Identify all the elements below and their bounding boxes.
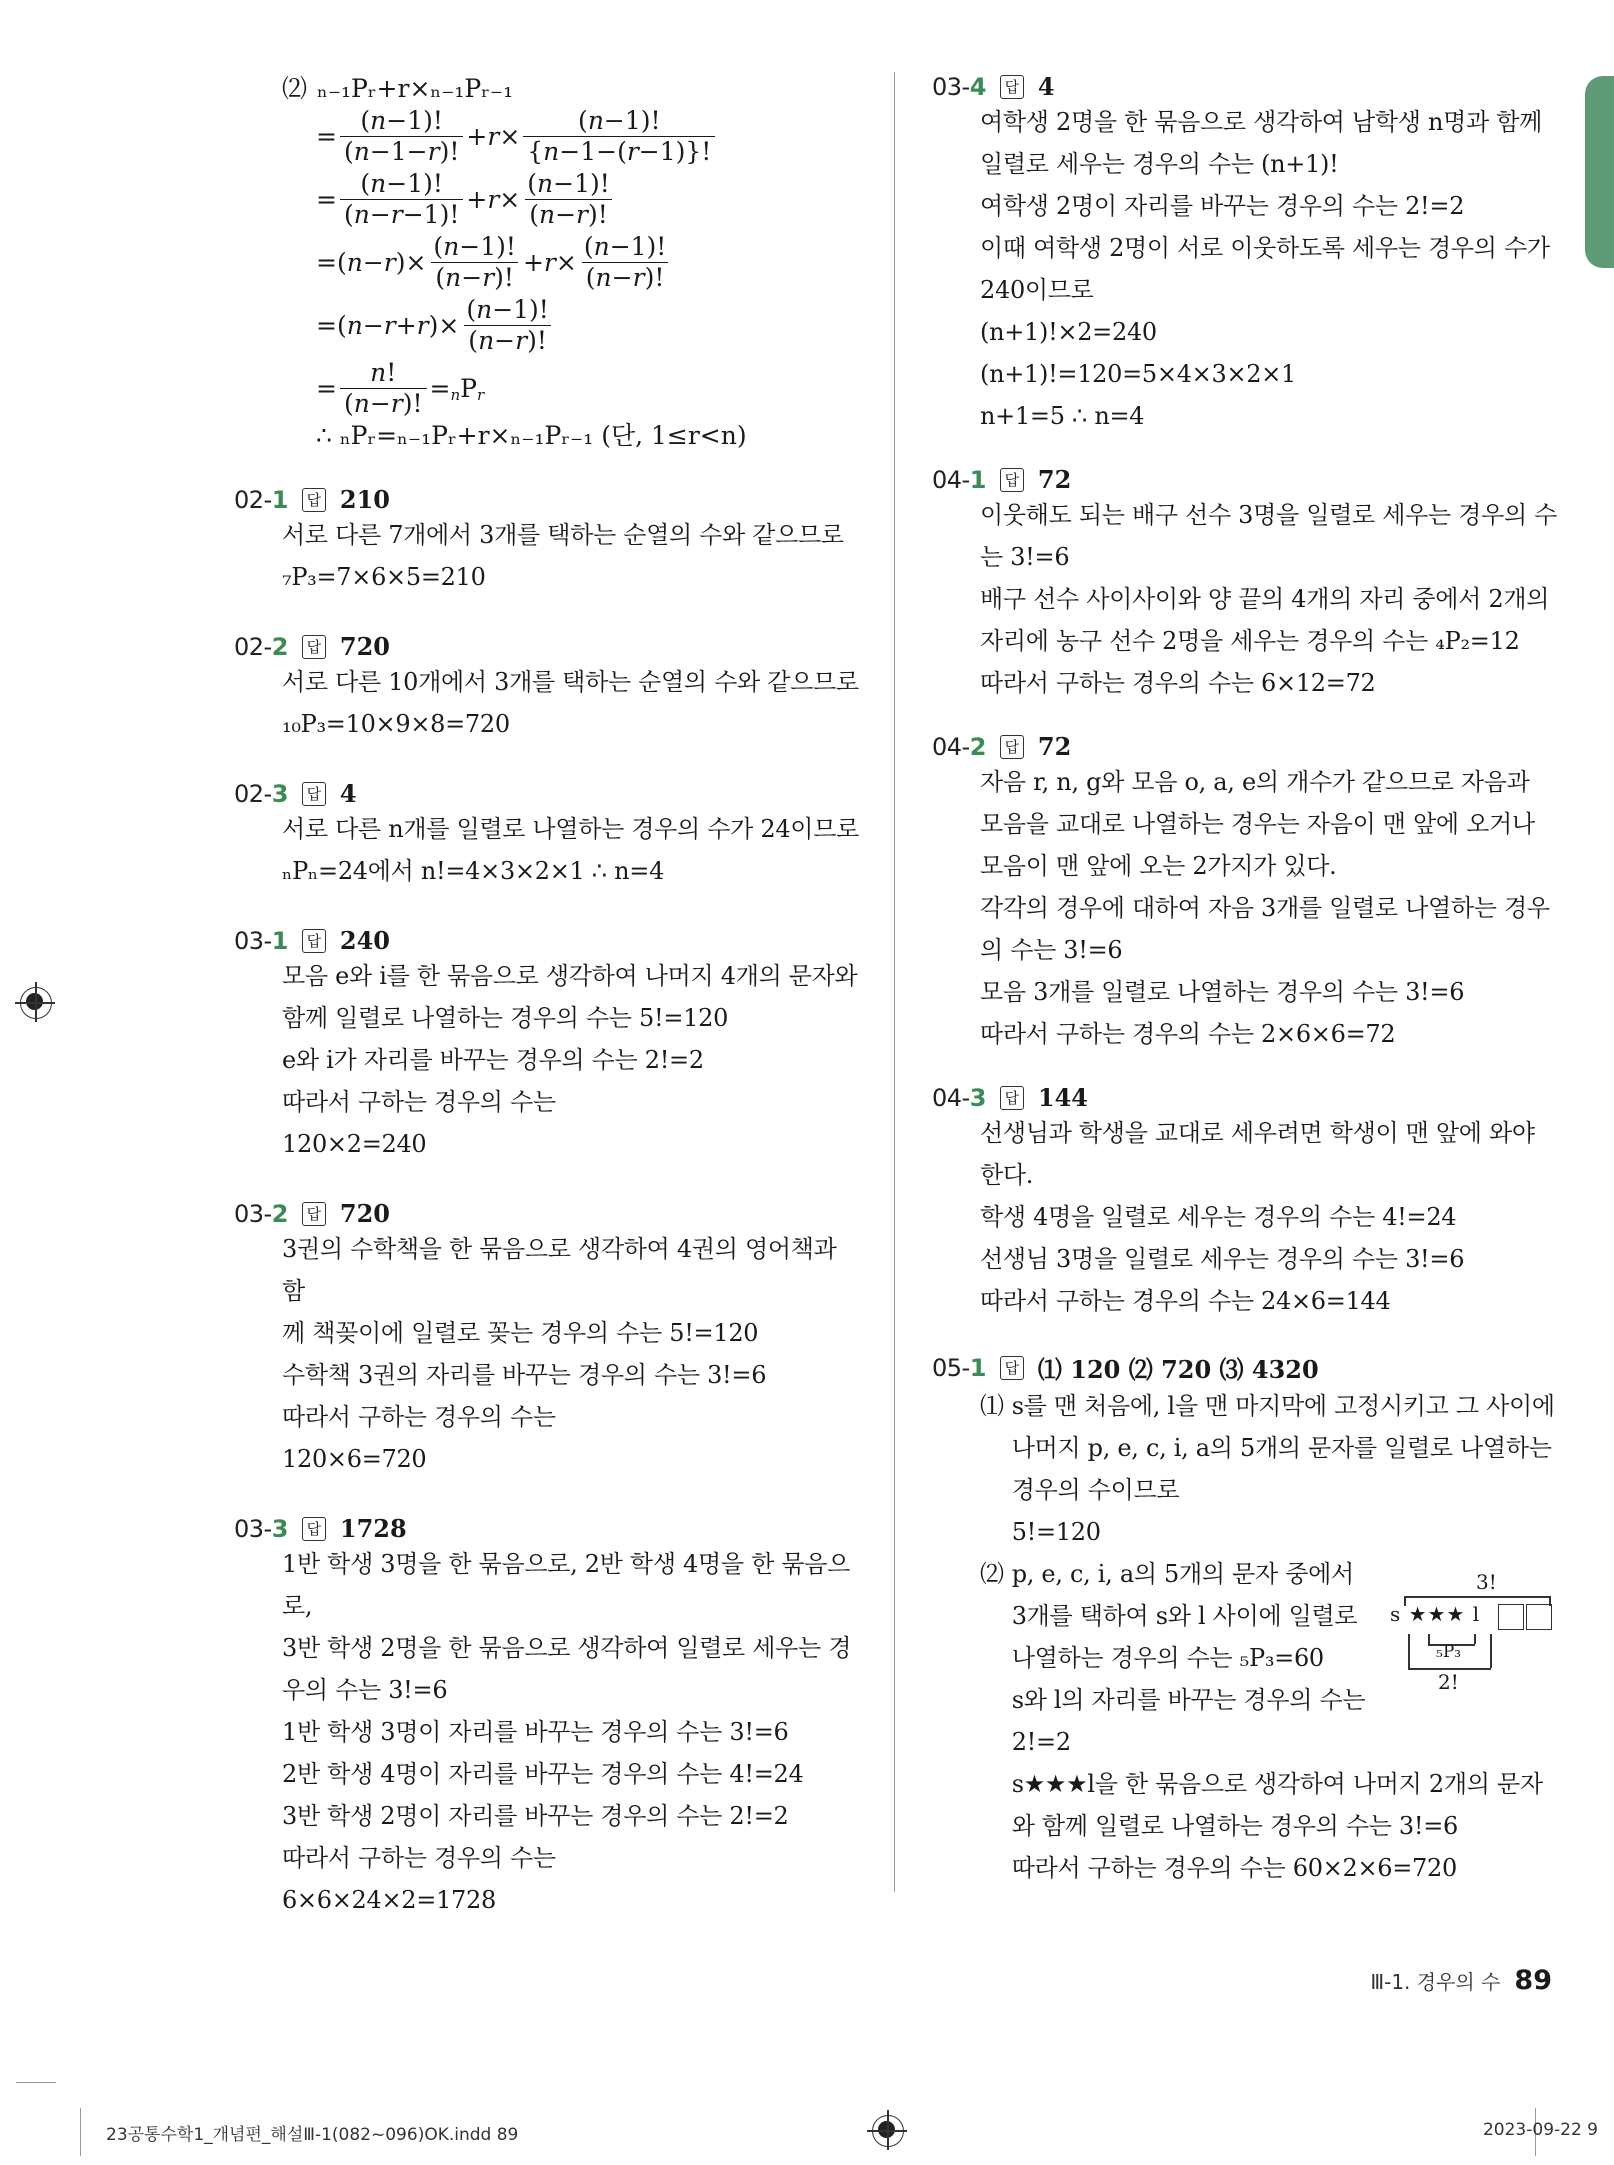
- text-line: 자리에 농구 선수 2명을 세우는 경우의 수는 ₄P₂=12: [980, 627, 1520, 655]
- file-info: 23공통수학1_개념편_해설Ⅲ-1(082~096)OK.indd 89: [106, 2125, 519, 2145]
- problem-02-3: [234, 779, 864, 892]
- diagram-top-label: 3!: [1476, 1570, 1497, 1594]
- problem-04-2: [932, 732, 1560, 1055]
- slot-box: [1526, 1604, 1552, 1630]
- math-row-4: =( n − r )× $\frac{(n-1)!}{(n-r)!}$ + r × $\frac{(n-1)!}{(n-r)!}$: [316, 232, 864, 293]
- bracket-line: [1404, 1596, 1549, 1598]
- text-line: 2!=2: [1011, 1728, 1071, 1756]
- problem-body: [282, 1543, 864, 1921]
- math-row-1: [282, 74, 864, 104]
- text-line: 이웃해도 되는 배구 선수 3명을 일렬로 세우는 경우의 수: [980, 501, 1558, 529]
- answer-icon: 답: [1000, 468, 1024, 492]
- text-line: s와 l의 자리를 바꾸는 경우의 수는: [1011, 1686, 1366, 1714]
- page-number: 89: [1514, 1965, 1552, 1996]
- answer-icon: 답: [1000, 735, 1024, 759]
- page-footer: [1370, 1965, 1552, 1996]
- problem-header: [234, 632, 864, 661]
- answer-icon: 답: [1000, 75, 1024, 99]
- answer-value: 72: [1037, 732, 1072, 761]
- problem-03-4: [932, 72, 1560, 437]
- text-line: 모음 3개를 일렬로 나열하는 경우의 수는 3!=6: [980, 978, 1465, 1006]
- diagram-sequence: s ★★★ l: [1390, 1602, 1481, 1626]
- slot-box: [1498, 1604, 1524, 1630]
- answer-value: 240: [339, 926, 391, 955]
- text-line: 240이므로: [980, 276, 1094, 304]
- text-line: 는 3!=6: [980, 543, 1070, 571]
- problem-number: 04-3: [932, 1083, 986, 1112]
- problem-04-3: [932, 1083, 1560, 1322]
- text-line: 수학책 3권의 자리를 바꾸는 경우의 수는 3!=6: [282, 1361, 767, 1389]
- text-line: 따라서 구하는 경우의 수는 6×12=72: [980, 669, 1376, 697]
- problem-header: [932, 1083, 1560, 1112]
- text-line: 나머지 p, e, c, i, a의 5개의 문자를 일렬로 나열하는: [1011, 1434, 1552, 1462]
- text-line: 3권의 수학책을 한 묶음으로 생각하여 4권의 영어책과 함: [282, 1235, 837, 1305]
- text-line: (n+1)!=120=5×4×3×2×1: [980, 360, 1297, 388]
- part-label: ⑴: [980, 1392, 1004, 1420]
- answer-value: 720: [339, 1199, 391, 1228]
- chapter-tab: [1585, 76, 1614, 268]
- answer-icon: 답: [302, 1517, 326, 1541]
- answer-value: 144: [1037, 1083, 1089, 1112]
- problem-04-1: [932, 465, 1560, 704]
- math-conclusion: ∴ ₙPᵣ=ₙ₋₁Pᵣ+r×ₙ₋₁Pᵣ₋₁ (단, 1≤r<n): [316, 421, 747, 450]
- text-line: 여학생 2명이 자리를 바꾸는 경우의 수는 2!=2: [980, 192, 1465, 220]
- section-title: Ⅲ-1. 경우의 수: [1370, 1970, 1501, 1994]
- problem-number: 03-1: [234, 926, 288, 955]
- text-line: 우의 수는 3!=6: [282, 1676, 448, 1704]
- problem-header: [932, 732, 1560, 761]
- diagram-bottom-label: 2!: [1438, 1670, 1459, 1694]
- math-row-3: = $\frac{(n-1)!}{(n-r-1)!}$ + r × $\frac{(n-1)!}{(n-r)!}$: [316, 169, 864, 230]
- text-line: 선생님 3명을 일렬로 세우는 경우의 수는 3!=6: [980, 1245, 1465, 1273]
- problem-body: [980, 101, 1560, 437]
- problem-number: 03-3: [234, 1514, 288, 1543]
- text-line: 께 책꽂이에 일렬로 꽂는 경우의 수는 5!=120: [282, 1319, 759, 1347]
- problem-body: [282, 808, 864, 892]
- crop-mark: [16, 2082, 56, 2083]
- column-divider: [894, 72, 895, 1892]
- bracket-line: [1408, 1634, 1410, 1668]
- problem-body: [980, 1112, 1560, 1322]
- text-line: 서로 다른 n개를 일렬로 나열하는 경우의 수가 24이므로: [282, 815, 859, 843]
- problem-03-3: [234, 1514, 864, 1921]
- math-row-2: = $\frac{(n-1)!}{(n-1-r)!}$ + r × $\frac{(n-1)!}{\{n-1-(r-1)\}!}$: [316, 106, 864, 167]
- text-line: s를 맨 처음에, l을 맨 마지막에 고정시키고 그 사이에: [1011, 1392, 1555, 1420]
- text-line: 6×6×24×2=1728: [282, 1886, 496, 1914]
- text-line: 일렬로 세우는 경우의 수는 (n+1)!: [980, 150, 1339, 178]
- answer-icon: 답: [302, 782, 326, 806]
- text-line: 3반 학생 2명이 자리를 바꾸는 경우의 수는 2!=2: [282, 1802, 789, 1830]
- problem-body: [282, 1228, 864, 1480]
- print-date: 2023-09-22 9: [1482, 2120, 1598, 2140]
- text-line: 의 수는 3!=6: [980, 936, 1123, 964]
- problem-body: [980, 494, 1560, 704]
- text-line: 모음을 교대로 나열하는 경우는 자음이 맨 앞에 오거나: [980, 810, 1535, 838]
- problem-body: [282, 955, 864, 1165]
- problem-body: [980, 761, 1560, 1055]
- problem-header: [234, 1514, 864, 1543]
- text-line: 이때 여학생 2명이 서로 이웃하도록 세우는 경우의 수가: [980, 234, 1550, 262]
- problem-header: [234, 485, 864, 514]
- problem-03-1: [234, 926, 864, 1165]
- problem-number: 04-2: [932, 732, 986, 761]
- answer-value: 4: [1037, 72, 1055, 101]
- text-line: 배구 선수 사이사이와 양 끝의 4개의 자리 중에서 2개의: [980, 585, 1550, 613]
- text-line: 따라서 구하는 경우의 수는: [282, 1088, 556, 1116]
- text-line: 120×2=240: [282, 1130, 427, 1158]
- part-label: ⑵: [980, 1560, 1004, 1588]
- problem-number: 02-3: [234, 779, 288, 808]
- text-line: 1반 학생 3명을 한 묶음으로, 2반 학생 4명을 한 묶음으로,: [282, 1550, 850, 1620]
- problem-number: 03-4: [932, 72, 986, 101]
- part-label: ⑵: [282, 74, 308, 103]
- problem-header: [932, 1350, 1560, 1385]
- answer-value: 210: [339, 485, 391, 514]
- text-line: (n+1)!×2=240: [980, 318, 1157, 346]
- text-line: 여학생 2명을 한 묶음으로 생각하여 남학생 n명과 함께: [980, 108, 1542, 136]
- answer-value: 720: [339, 632, 391, 661]
- problem-body: [282, 661, 864, 745]
- text-line: 자음 r, n, g와 모음 o, a, e의 개수가 같으므로 자음과: [980, 768, 1530, 796]
- text-line: 3반 학생 2명을 한 묶음으로 생각하여 일렬로 세우는 경: [282, 1634, 852, 1662]
- answer-icon: 답: [1000, 1086, 1024, 1110]
- problem-header: [932, 465, 1560, 494]
- answer-value: ⑴ 120 ⑵ 720 ⑶ 4320: [1037, 1355, 1319, 1384]
- bracket-line: [1490, 1634, 1492, 1668]
- text-line: 따라서 구하는 경우의 수는 60×2×6=720: [1011, 1854, 1457, 1882]
- text-line: 함께 일렬로 나열하는 경우의 수는 5!=120: [282, 1004, 729, 1032]
- text-line: s★★★l을 한 묶음으로 생각하여 나머지 2개의 문자: [1011, 1770, 1543, 1798]
- text-line: 1반 학생 3명이 자리를 바꾸는 경우의 수는 3!=6: [282, 1718, 789, 1746]
- text-line: 학생 4명을 일렬로 세우는 경우의 수는 4!=24: [980, 1203, 1457, 1231]
- problem-header: [932, 72, 1560, 101]
- problem-02-2: [234, 632, 864, 745]
- answer-value: 1728: [339, 1514, 407, 1543]
- text-line: 와 함께 일렬로 나열하는 경우의 수는 3!=6: [1011, 1812, 1459, 1840]
- problem-header: [234, 1199, 864, 1228]
- text-line: p, e, c, i, a의 5개의 문자 중에서: [1011, 1560, 1354, 1588]
- arrangement-diagram: [1390, 1572, 1560, 1702]
- text-line: 모음 e와 i를 한 묶음으로 생각하여 나머지 4개의 문자와: [282, 962, 858, 990]
- text-line: ₙPₙ=24에서 n!=4×3×2×1 ∴ n=4: [282, 857, 665, 885]
- text-line: 모음이 맨 앞에 오는 2가지가 있다.: [980, 852, 1337, 880]
- text-line: ₁₀P₃=10×9×8=720: [282, 710, 510, 738]
- problem-header: [234, 779, 864, 808]
- text-line: 한다.: [980, 1161, 1034, 1189]
- text-line: 따라서 구하는 경우의 수는 24×6=144: [980, 1287, 1391, 1315]
- answer-icon: 답: [302, 1202, 326, 1226]
- problem-03-2: [234, 1199, 864, 1480]
- problem-02-1: [234, 485, 864, 598]
- problem-number: 02-1: [234, 485, 288, 514]
- problem-body: [282, 514, 864, 598]
- text-line: 3개를 택하여 s와 l 사이에 일렬로: [1011, 1602, 1358, 1630]
- math-row-6: = $\frac{n!}{(n-r)!}$ = n P r: [316, 358, 485, 418]
- problem-number: 03-2: [234, 1199, 288, 1228]
- text-line: 나열하는 경우의 수는 ₅P₃=60: [1011, 1644, 1324, 1672]
- answer-value: 4: [339, 779, 357, 808]
- text-line: 120×6=720: [282, 1445, 427, 1473]
- left-column: [234, 72, 864, 1921]
- answer-icon: 답: [302, 488, 326, 512]
- text-line: 경우의 수이므로: [1011, 1476, 1180, 1504]
- registration-mark-icon: [872, 2115, 904, 2147]
- text-line: e와 i가 자리를 바꾸는 경우의 수는 2!=2: [282, 1046, 704, 1074]
- text-line: 서로 다른 7개에서 3개를 택하는 순열의 수와 같으므로: [282, 521, 844, 549]
- text-line: 따라서 구하는 경우의 수는: [282, 1844, 556, 1872]
- text-line: n+1=5 ∴ n=4: [980, 402, 1145, 430]
- text-line: ₇P₃=7×6×5=210: [282, 563, 486, 591]
- bracket-line: [1428, 1634, 1430, 1644]
- registration-mark-icon: [20, 987, 52, 1019]
- text-line: 각각의 경우에 대하여 자음 3개를 일렬로 나열하는 경우: [980, 894, 1550, 922]
- problem-number: 04-1: [932, 465, 986, 494]
- text-line: 서로 다른 10개에서 3개를 택하는 순열의 수와 같으므로: [282, 668, 859, 696]
- problem-header: [234, 926, 864, 955]
- diagram-mid-label: ₅P₃: [1436, 1642, 1462, 1662]
- permutation-derivation: [282, 74, 864, 451]
- text-line: 따라서 구하는 경우의 수는: [282, 1403, 556, 1431]
- text-line: 2반 학생 4명이 자리를 바꾸는 경우의 수는 4!=24: [282, 1760, 804, 1788]
- math-expression: ₙ₋₁Pᵣ+r×ₙ₋₁Pᵣ₋₁: [317, 74, 514, 103]
- problem-number: 02-2: [234, 632, 288, 661]
- text-line: 5!=120: [1011, 1518, 1101, 1546]
- math-row-5: =( n − r + r )× $\frac{(n-1)!}{(n-r)!}$: [316, 295, 864, 356]
- answer-value: 72: [1037, 465, 1072, 494]
- bracket-line: [1474, 1634, 1476, 1644]
- text-line: 선생님과 학생을 교대로 세우려면 학생이 맨 앞에 와야: [980, 1119, 1535, 1147]
- text-line: 따라서 구하는 경우의 수는 2×6×6=72: [980, 1020, 1396, 1048]
- crop-mark: [80, 2108, 81, 2156]
- answer-icon: 답: [1000, 1356, 1024, 1380]
- problem-number: 05-1: [932, 1353, 986, 1382]
- answer-icon: 답: [302, 635, 326, 659]
- answer-icon: 답: [302, 929, 326, 953]
